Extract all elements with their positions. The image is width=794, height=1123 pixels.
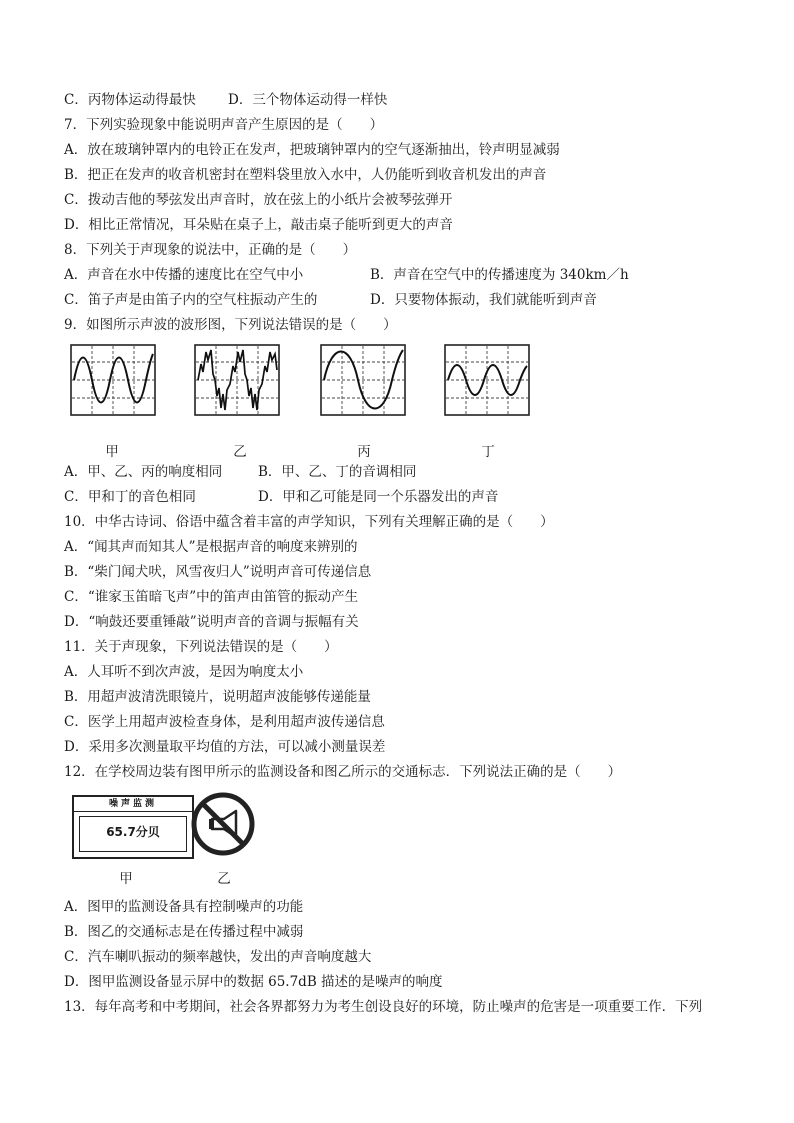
waveform-ding bbox=[444, 344, 530, 416]
q7-option-b: B．把正在发声的收音机密封在塑料袋里放入水中，人仍能听到收音机发出的声音 bbox=[64, 167, 547, 183]
q9-options-row-1 bbox=[64, 460, 744, 485]
exam-page bbox=[64, 88, 744, 1020]
noise-monitor-title: 噪声监测 bbox=[74, 797, 192, 812]
q7-option-c: C．拨动吉他的琴弦发出声音时，放在弦上的小纸片会被琴弦弹开 bbox=[64, 192, 453, 208]
q12-option-c: C．汽车喇叭振动的频率越快，发出的声音响度越大 bbox=[64, 949, 372, 965]
q11-stem: 11．关于声现象，下列说法错误的是（ ） bbox=[64, 639, 338, 655]
q10-option-b: B．“柴门闻犬吠，风雪夜归人”说明声音可传递信息 bbox=[64, 564, 372, 580]
q9-option-a: A．甲、乙、丙的响度相同 bbox=[64, 464, 223, 480]
q6-option-d: D．三个物体运动得一样快 bbox=[228, 92, 388, 108]
label-jia: 甲 bbox=[119, 871, 133, 887]
q8-option-b: B．声音在空气中的传播速度为 340km／h bbox=[370, 267, 629, 283]
label-jia: 甲 bbox=[105, 444, 119, 460]
label-yi: 乙 bbox=[217, 871, 231, 887]
no-honking-sign-icon bbox=[190, 791, 256, 861]
q7-option-a: A．放在玻璃钟罩内的电铃正在发声，把玻璃钟罩内的空气逐渐抽出，铃声明显减弱 bbox=[64, 142, 560, 158]
q12-option-b: B．图乙的交通标志是在传播过程中减弱 bbox=[64, 924, 304, 940]
q6-options bbox=[64, 88, 744, 113]
q9-option-d: D．甲和乙可能是同一个乐器发出的声音 bbox=[258, 489, 499, 505]
q12-option-a: A．图甲的监测设备具有控制噪声的功能 bbox=[64, 899, 304, 915]
q10-stem: 10．中华古诗词、俗语中蕴含着丰富的声学知识，下列有关理解正确的是（ ） bbox=[64, 514, 554, 530]
q8-options-row-1 bbox=[64, 263, 744, 288]
q11-option-b: B．用超声波清洗眼镜片，说明超声波能够传递能量 bbox=[64, 689, 371, 705]
q10-option-d: D．“响鼓还要重锤敲”说明声音的音调与振幅有关 bbox=[64, 614, 359, 630]
q9-option-b: B．甲、乙、丁的音调相同 bbox=[258, 464, 417, 480]
q9-stem: 9．如图所示声波的波形图，下列说法错误的是（ ） bbox=[64, 317, 397, 333]
q12-stem: 12．在学校周边装有图甲所示的监测设备和图乙所示的交通标志．下列说法正确的是（ ） bbox=[64, 764, 622, 780]
waveform-yi bbox=[194, 344, 280, 416]
q11-option-d: D．采用多次测量取平均值的方法，可以减小测量误差 bbox=[64, 739, 386, 755]
q9-waveform-figure bbox=[64, 344, 744, 460]
q10-option-c: C．“谁家玉笛暗飞声”中的笛声由笛管的振动产生 bbox=[64, 589, 359, 605]
noise-monitor-device bbox=[72, 795, 194, 859]
q9-options-row-2 bbox=[64, 485, 744, 510]
q9-option-c: C．甲和丁的音色相同 bbox=[64, 489, 196, 505]
q7-option-d: D．相比正常情况，耳朵贴在桌子上，敲击桌子能听到更大的声音 bbox=[64, 217, 453, 233]
q8-stem: 8．下列关于声现象的说法中，正确的是（ ） bbox=[64, 242, 357, 258]
q8-options-row-2 bbox=[64, 288, 744, 313]
q7-stem: 7．下列实验现象中能说明声音产生原因的是（ ） bbox=[64, 117, 384, 133]
q8-option-c: C．笛子声是由笛子内的空气柱振动产生的 bbox=[64, 292, 318, 308]
q11-option-c: C．医学上用超声波检查身体，是利用超声波传递信息 bbox=[64, 714, 385, 730]
waveform-bing bbox=[320, 344, 406, 416]
waveform-jia bbox=[70, 344, 156, 416]
q6-option-c: C．丙物体运动得最快 bbox=[64, 92, 196, 108]
q10-option-a: A．“闻其声而知其人”是根据声音的响度来辨别的 bbox=[64, 539, 358, 555]
q13-stem: 13．每年高考和中考期间，社会各界都努力为考生创设良好的环境，防止噪声的危害是一项重要工作．下列 bbox=[64, 999, 703, 1015]
label-yi: 乙 bbox=[233, 444, 247, 460]
q8-option-d: D．只要物体振动，我们就能听到声音 bbox=[370, 292, 597, 308]
q8-option-a: A．声音在水中传播的速度比在空气中小 bbox=[64, 267, 304, 283]
noise-monitor-display: 65.7分贝 bbox=[79, 816, 187, 852]
q11-option-a: A．人耳听不到次声波，是因为响度太小 bbox=[64, 664, 304, 680]
label-ding: 丁 bbox=[481, 444, 495, 460]
label-bing: 丙 bbox=[357, 444, 371, 460]
q12-option-d: D．图甲监测设备显示屏中的数据 65.7dB 描述的是噪声的响度 bbox=[64, 974, 443, 990]
q12-figure bbox=[64, 791, 744, 895]
